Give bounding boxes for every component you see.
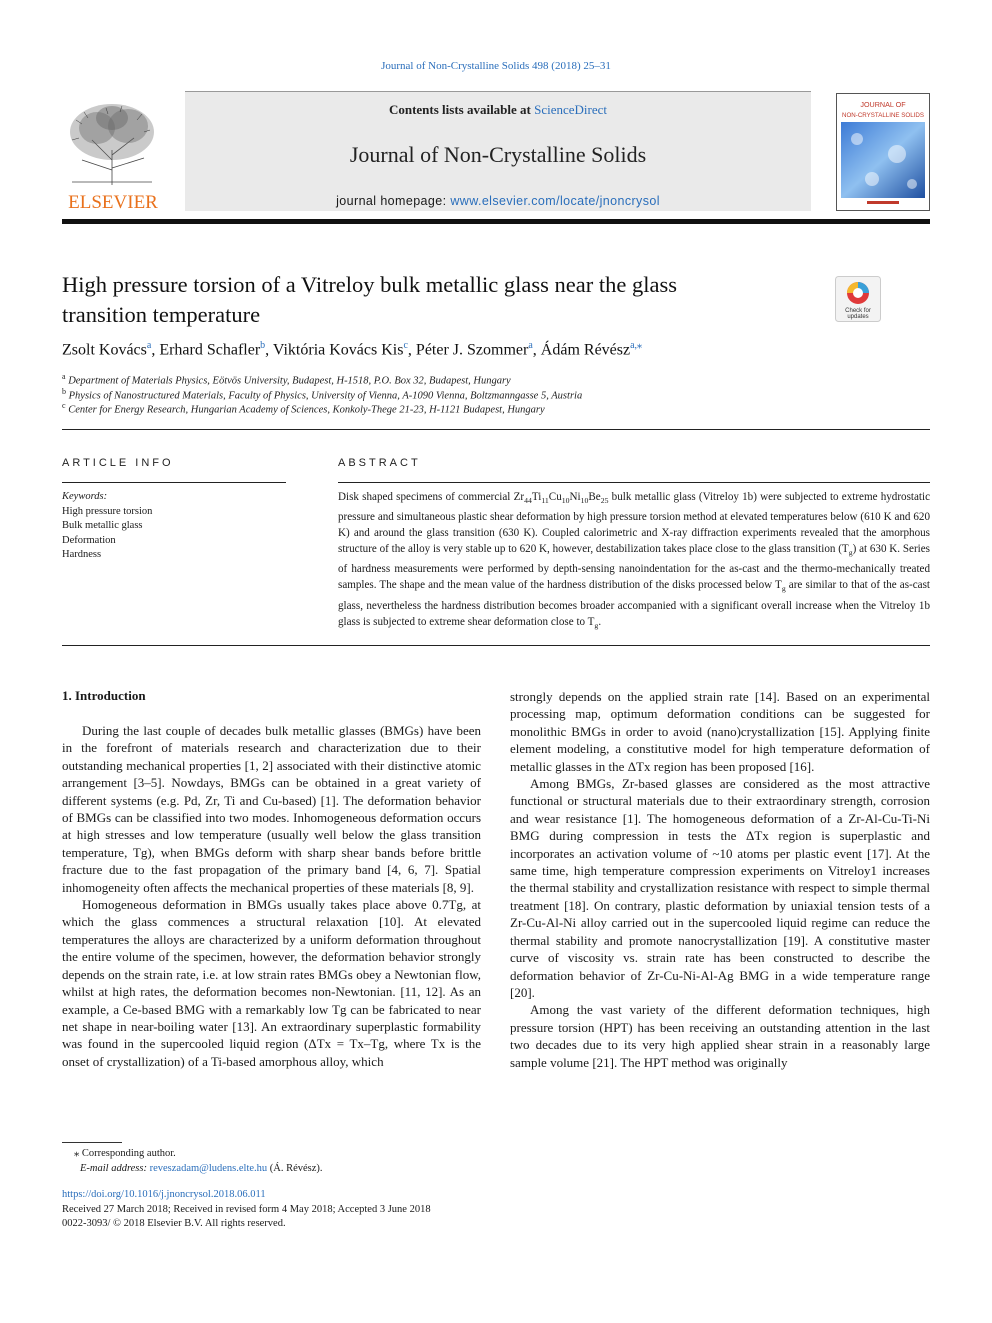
article-meta [62, 1188, 502, 1232]
journal-citation[interactable]: Journal of Non-Crystalline Solids 498 (2018) 25–31 [381, 60, 611, 72]
keyword-item: Hardness [62, 549, 102, 560]
body-paragraph: During the last couple of decades bulk metallic glasses (BMGs) have been in the forefront of materials research and characterization due to their outstanding mechanical properties [1, 2] associated with their distinctive atomic arrangement [3–5]. Nowdays, BMGs can be obtained in a great variety of different systems (e.g. Pd, Zr, Ti and Cu-based) [1]. The deformation behavior of BMGs can be classified into two modes. Inhomogeneous deformation occurs at high stresses and low temperature (usually well below the glass transition temperature, Tg), when BMGs deform with sharp shear bands before brittle fracture due to the fast propagation of the primary band [4, 6, 7]. Spatial inhomogeneity often affects the mechanical properties of these materials [8, 9]. [62, 723, 481, 895]
elsevier-logo [62, 100, 164, 212]
received-dates: Received 27 March 2018; Received in revised form 4 May 2018; Accepted 3 June 2018 [62, 1203, 431, 1215]
footnote [62, 1146, 482, 1176]
journal-homepage-line [185, 194, 811, 208]
sciencedirect-link[interactable]: ScienceDirect [534, 102, 608, 117]
divider [62, 482, 286, 483]
cover-title-2: NON-CRYSTALLINE SOLIDS [842, 112, 924, 119]
article-title [62, 270, 782, 330]
email-suffix: (Á. Révész). [269, 1163, 323, 1174]
article-title-line-2: transition temperature [62, 302, 261, 327]
author-name[interactable]: Ádám Révész [540, 341, 631, 359]
email-label: E-mail address: [80, 1163, 147, 1174]
affiliation-a: $^a$ Department of Materials Physics, Eötvös University, Budapest, H-1518, P.O. Box 32, Budapest, Hungary [62, 372, 511, 387]
body-paragraph: Among BMGs, Zr-based glasses are considered as the most attractive functional or structural materials due to their extraordinary strength, corrosion and wear resistance [1]. The homogeneous deformation of a Zr-Al-Cu-Ti-Ni BMG during compression in tests the ΔTx region is superplastic and incorporates an activation volume of ~10 atoms per plastic event [17]. At the same time, high temperature compression experiments on Vitreloy1 increases the thermal stability and crystallization resistance with respect to simple thermal treatment [18]. On contrary, plastic deformation by uniaxial tension tests of a Zr-Cu-Al-Ni alloy carried out in the supercooled liquid regime can reduce the thermal stability and promote nanocrystallization [19]. A constitutive master curve of viscosity vs. strain rate has been constructed to describe the deformation behavior of Zr-Cu-Ni-Al-Ag BMG in a wide temperature range [20]. [510, 776, 930, 1000]
author-list: Zsolt Kovács$^a$, Erhard Schafler$^b$, Viktória Kovács Kis$^c$, Péter J. Szommer$^a$, Ádám Révész$^{a,⁎}$ [62, 340, 643, 359]
crossmark-label-1: Check for [845, 308, 871, 314]
article-title-line-1: High pressure torsion of a Vitreloy bulk metallic glass near the glass [62, 272, 677, 297]
crossmark-icon [835, 276, 881, 322]
header-rule [62, 219, 930, 224]
elsevier-wordmark: ELSEVIER [68, 192, 158, 212]
contents-prefix: Contents lists available at [388, 102, 531, 117]
body-column-left [62, 722, 481, 1070]
divider [62, 429, 930, 430]
abstract-heading: ABSTRACT [338, 457, 421, 469]
cover-title-1: JOURNAL OF [860, 100, 906, 109]
crossmark-label-2: updates [847, 314, 869, 320]
author-affiliation-marker[interactable]: c [403, 340, 408, 351]
email-link[interactable]: reveszadam@ludens.elte.hu [149, 1163, 268, 1174]
keywords-block [62, 490, 292, 563]
section-heading-introduction: 1. Introduction [62, 688, 146, 703]
author-affiliation-marker[interactable]: a [528, 340, 533, 351]
keyword-item: High pressure torsion [62, 505, 153, 517]
copyright-line: 0022-3093/ © 2018 Elsevier B.V. All rights reserved. [62, 1218, 286, 1229]
check-for-updates-button[interactable] [835, 276, 881, 322]
keyword-item: Bulk metallic glass [62, 520, 143, 531]
journal-cover-thumbnail[interactable] [836, 93, 930, 211]
footnote-rule [62, 1142, 122, 1143]
journal-title: Journal of Non-Crystalline Solids [349, 142, 647, 167]
keyword-item: Deformation [62, 534, 116, 546]
body-paragraph: Among the vast variety of the different deformation techniques, high pressure torsion (HPT) has been receiving an outstanding attention in the last two decades due to its very high applied shear strain in a reasonably large sample volume [21]. The HPT method was originally [510, 1002, 930, 1070]
divider [338, 482, 930, 483]
contents-line [185, 102, 811, 118]
author-affiliation-marker[interactable]: b [260, 340, 266, 351]
keywords-label: Keywords: [62, 491, 108, 502]
abstract-text: Disk shaped specimens of commercial $Zr_{44}Ti_{11}Cu_{10}Ni_{10}Be_{25}$ bulk metallic glass (Vitreloy 1b) were subjected to extreme hydrostatic pressure and simultaneous plastic shear deformation by high pressure torsion method at elevated temperatures below (610 K and 620 K) and around the glass transition (630 K). Coupled calorimetric and X-ray diffraction experiments revealed that the amorphous structure of the alloy is very stable up to 620 K, however, destabilization takes place close to the glass transition $(T_g)$ at 630 K. Series of hardness measurements were performed by depth-sensing nanoindentation for the as-cast and the thermo-mechanically treated samples. The shape and the mean value of the hardness distribution of the disks processed below $T_g$ are similar to that of the as-cast glass, nevertheless the hardness distribution becomes broader accompanied with a significant overall increase when the Vitreloy 1b glass is subjected to extreme shear deformation close to $T_g$. [338, 491, 930, 630]
author-affiliation-marker[interactable]: a [146, 340, 152, 351]
affiliation-b: $^b$ Physics of Nanostructured Materials, Faculty of Physics, University of Vienna, A-1090 Vienna, Boltzmanngasse 5, Austria [62, 387, 583, 402]
corresponding-author-note: ⁎ Corresponding author. [74, 1148, 176, 1159]
homepage-link[interactable]: www.elsevier.com/locate/jnoncrysol [450, 194, 660, 208]
body-column-right [510, 688, 930, 1071]
article-info-heading: ARTICLE INFO [62, 457, 174, 469]
elsevier-tree-icon [62, 100, 164, 212]
author-name[interactable]: Péter J. Szommer [415, 341, 529, 359]
doi-link[interactable]: https://doi.org/10.1016/j.jnoncrysol.2018.06.011 [62, 1189, 266, 1200]
body-paragraph: Homogeneous deformation in BMGs usually takes place above 0.7Tg, at which the glass commences a structural relaxation [10]. At elevated temperatures the alloys are characterized by a uniform deformation throughout the entire volume of the specimen, however, the deformation behavior strongly depends on the strain rate, i.e. at low strain rates BMGs obey a Newtonian flow, whilst at high rates, the deformation becomes non-Newtonian. [11, 12]. As an example, a Ce-based BMG with a remarkably low Tg can be fabricated to near net shape in near-boiling water [13]. An extraordinary superplastic formability was found in the supercooled liquid region (ΔTx = Tx–Tg, where Tx is the onset of crystallization) of a Ti-based amorphous alloy, which [62, 897, 481, 1069]
affiliation-c: $^c$ Center for Energy Research, Hungarian Academy of Sciences, Konkoly-Thege 21-23, H-1121 Budapest, Hungary [62, 401, 545, 416]
homepage-prefix: journal homepage: [336, 194, 447, 208]
author-name[interactable]: Viktória Kovács Kis [272, 341, 404, 359]
body-paragraph: strongly depends on the applied strain rate [14]. Based on an experimental processing map, optimum deformation conditions can be suggested for monolithic BMGs in order to avoid (nano)crystallization [15]. Applying finite element modeling, a constitutive model for high temperature deformation of metallic glasses in the ΔTx region has been proposed [16]. [510, 689, 930, 774]
email-line [62, 1161, 482, 1176]
author-name[interactable]: Erhard Schafler [159, 341, 261, 359]
journal-banner [185, 91, 811, 211]
author-affiliation-marker[interactable]: a,⁎ [630, 340, 643, 351]
author-name[interactable]: Zsolt Kovács [62, 341, 147, 359]
divider [62, 645, 930, 646]
